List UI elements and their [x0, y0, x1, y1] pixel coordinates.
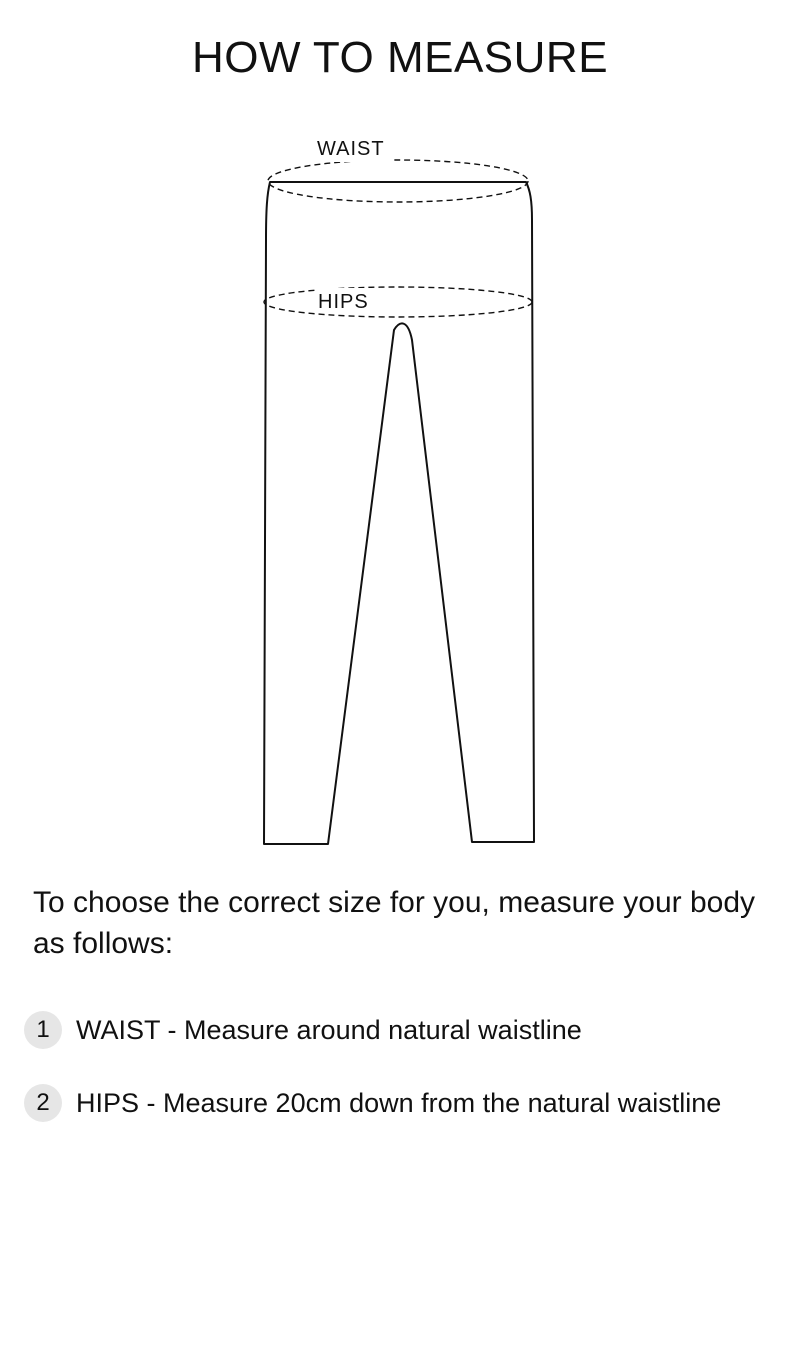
hips-measure-ellipse: [264, 287, 532, 317]
list-item: [24, 1081, 784, 1125]
step-number-badge: 1: [24, 1011, 62, 1049]
list-item: [24, 1008, 784, 1052]
page-title: HOW TO MEASURE: [191, 33, 609, 82]
leggings-outline: [264, 182, 534, 844]
intro-text: To choose the correct size for you, measure your body as follows:: [33, 886, 756, 960]
step-text: HIPS - Measure 20cm down from the natural waistline: [76, 1087, 722, 1118]
step-text: WAIST - Measure around natural waistline: [76, 1014, 582, 1045]
steps-list: [24, 1008, 784, 1154]
leggings-outline-icon: [220, 120, 580, 860]
measurement-diagram: [220, 120, 580, 860]
hips-label: HIPS: [318, 291, 369, 313]
step-number-badge: 2: [24, 1084, 62, 1122]
waist-label: WAIST: [317, 138, 385, 160]
